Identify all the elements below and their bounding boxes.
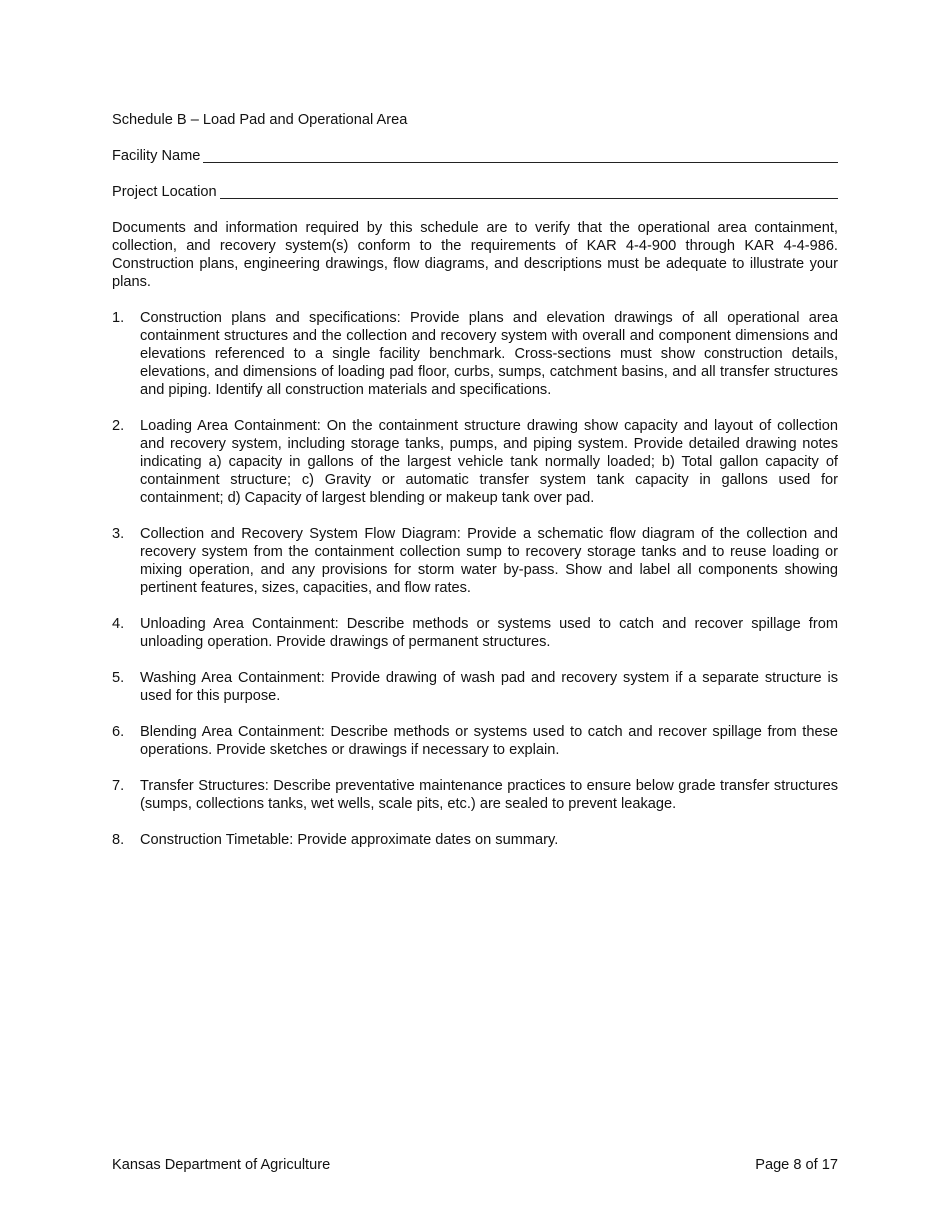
project-location-field [112, 183, 838, 201]
item-number: 6. [112, 724, 125, 740]
schedule-title: Schedule B – Load Pad and Operational Area [112, 112, 408, 128]
intro-paragraph: Documents and information required by this schedule are to verify that the operational area containment, collection, and recovery system(s) conform to the requirements of KAR 4-4-900 through KAR 4-4-986. Construction plans, engineering drawings, flow diagrams, and descriptions must be adequate to illustrate your plans. [112, 220, 838, 290]
item-number: 7. [112, 778, 125, 794]
item-text: Loading Area Containment: On the containment structure drawing show capacity and layout of collection and recovery system, including storage tanks, pumps, and piping system. Provide detailed drawing notes indicating a) capacity in gallons of the largest vehicle tank normally loaded; b) Total gallon capacity of containment structure; c) Gravity or automatic transfer system tank capacity in gallons used for containment; d) Capacity of largest blending or makeup tank over pad. [140, 418, 838, 506]
item-text: Blending Area Containment: Describe methods or systems used to catch and recover spillage from these operations. Provide sketches or drawings if necessary to explain. [140, 724, 838, 758]
item-text: Transfer Structures: Describe preventative maintenance practices to ensure below grade transfer structures (sumps, collections tanks, wet wells, scale pits, etc.) are sealed to prevent leakage. [140, 778, 838, 812]
project-location-blank [220, 184, 838, 199]
item-text: Construction plans and specifications: Provide plans and elevation drawings of all operational area containment structures and the collection and recovery system with overall and component dimensions and elevations referenced to a single facility benchmark. Cross-sections must show construction details, elevations, and dimensions of loading pad floor, curbs, sumps, catchment basins, and all transfer structures and piping. Identify all construction materials and specifications. [140, 310, 838, 398]
page-footer [112, 1156, 838, 1174]
document-page [112, 111, 838, 867]
list-item [112, 525, 838, 597]
footer-page-number: Page 8 of 17 [755, 1157, 838, 1173]
item-text: Construction Timetable: Provide approximate dates on summary. [140, 832, 559, 848]
item-number: 2. [112, 418, 125, 434]
item-number: 8. [112, 832, 125, 848]
list-item [112, 723, 838, 759]
facility-name-field [112, 147, 838, 165]
footer-agency: Kansas Department of Agriculture [112, 1157, 331, 1173]
list-item [112, 417, 838, 507]
list-item [112, 615, 838, 651]
list-item [112, 831, 838, 849]
item-number: 1. [112, 310, 125, 326]
list-item [112, 777, 838, 813]
list-item [112, 669, 838, 705]
item-number: 4. [112, 616, 125, 632]
item-number: 3. [112, 526, 125, 542]
item-text: Collection and Recovery System Flow Diagram: Provide a schematic flow diagram of the collection and recovery system from the containment collection sump to recovery storage tanks and to reuse loading or mixing operation, and any provisions for storm water by-pass. Show and label all components showing pertinent features, sizes, capacities, and flow rates. [140, 526, 838, 596]
list-item [112, 309, 838, 399]
item-text: Washing Area Containment: Provide drawing of wash pad and recovery system if a separate structure is used for this purpose. [140, 670, 838, 704]
project-location-label: Project Location [112, 184, 217, 200]
item-number: 5. [112, 670, 125, 686]
requirements-list [112, 309, 838, 849]
facility-name-blank [203, 148, 838, 163]
item-text: Unloading Area Containment: Describe methods or systems used to catch and recover spillage from unloading operation. Provide drawings of permanent structures. [140, 616, 838, 650]
facility-name-label: Facility Name [112, 148, 201, 164]
